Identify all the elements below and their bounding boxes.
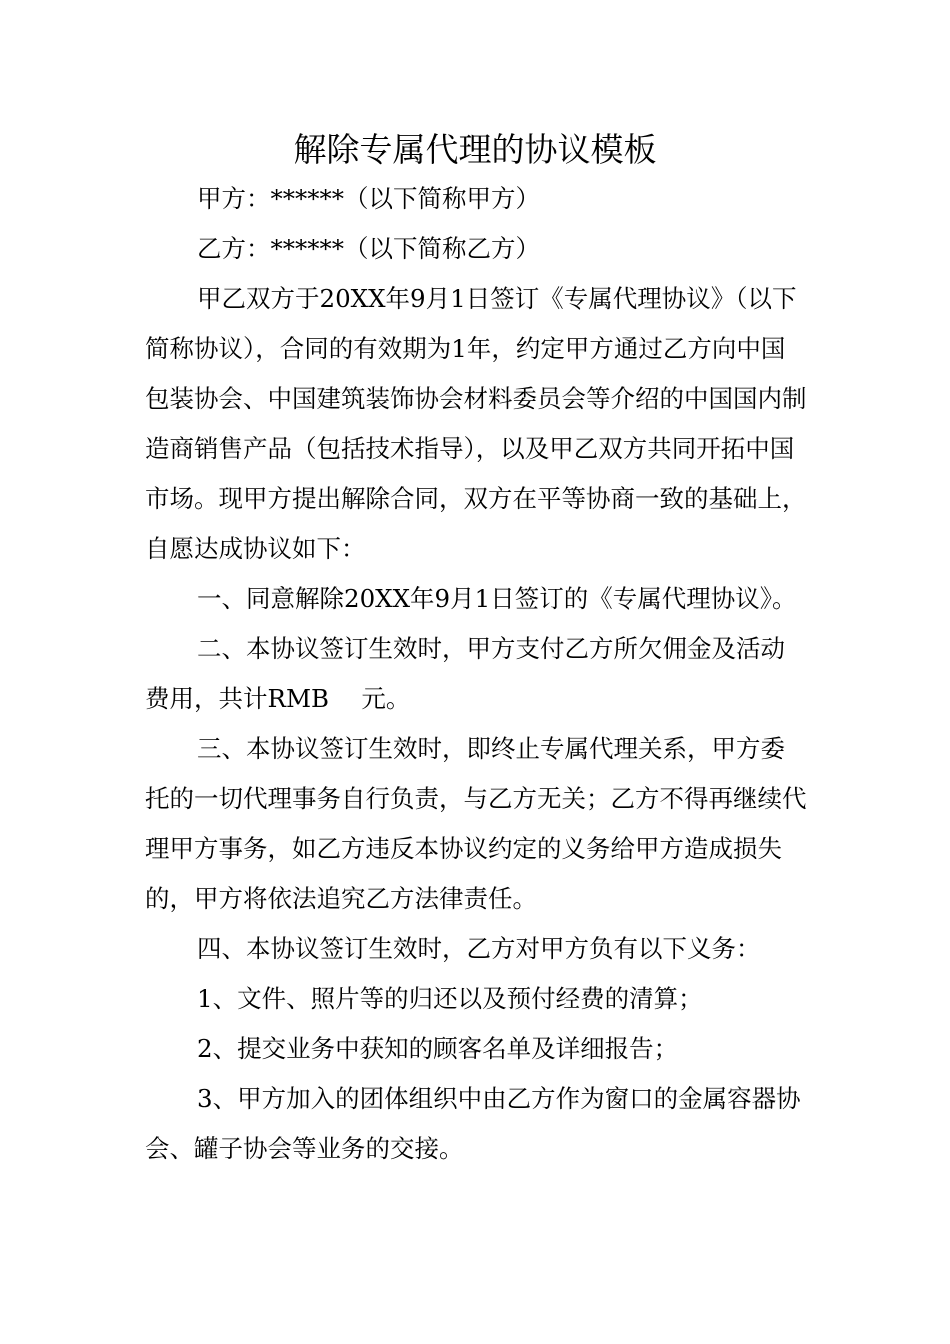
obligation-item-1: 1、文件、照片等的归还以及预付经费的清算； bbox=[197, 984, 703, 1013]
obligation-item-3: 3、甲方加入的团体组织中由乙方作为窗口的金属容器协会、罐子协会等业务的交接。 bbox=[145, 1084, 801, 1163]
clause-1: 一、同意解除20XX年9月1日签订的《专属代理协议》。 bbox=[197, 584, 797, 613]
party-b-line: 乙方：******（以下简称乙方） bbox=[197, 234, 540, 263]
document-title: 解除专属代理的协议模板 bbox=[293, 130, 657, 169]
document-body bbox=[145, 174, 807, 1174]
intro-paragraph: 甲乙双方于20XX年9月1日签订《专属代理协议》（以下简称协议），合同的有效期为1年，约定甲方通过乙方向中国包装协会、中国建筑装饰协会材料委员会等介绍的中国国内制造商销售产品（包括技术指导），以及甲乙双方共同开拓中国市场。现甲方提出解除合同，双方在平等协商一致的基础上，自愿达成协议如下： bbox=[145, 284, 807, 563]
clause-3: 三、本协议签订生效时，即终止专属代理关系，甲方委托的一切代理事务自行负责，与乙方无关；乙方不得再继续代理甲方事务，如乙方违反本协议约定的义务给甲方造成损失的，甲方将依法追究乙方法律责任。 bbox=[145, 734, 807, 913]
obligation-item-2: 2、提交业务中获知的顾客名单及详细报告； bbox=[197, 1034, 679, 1063]
party-a-line: 甲方：******（以下简称甲方） bbox=[197, 184, 540, 213]
clause-4: 四、本协议签订生效时，乙方对甲方负有以下义务： bbox=[197, 934, 761, 963]
clause-2: 二、本协议签订生效时，甲方支付乙方所欠佣金及活动费用，共计RMB 元。 bbox=[145, 634, 785, 713]
